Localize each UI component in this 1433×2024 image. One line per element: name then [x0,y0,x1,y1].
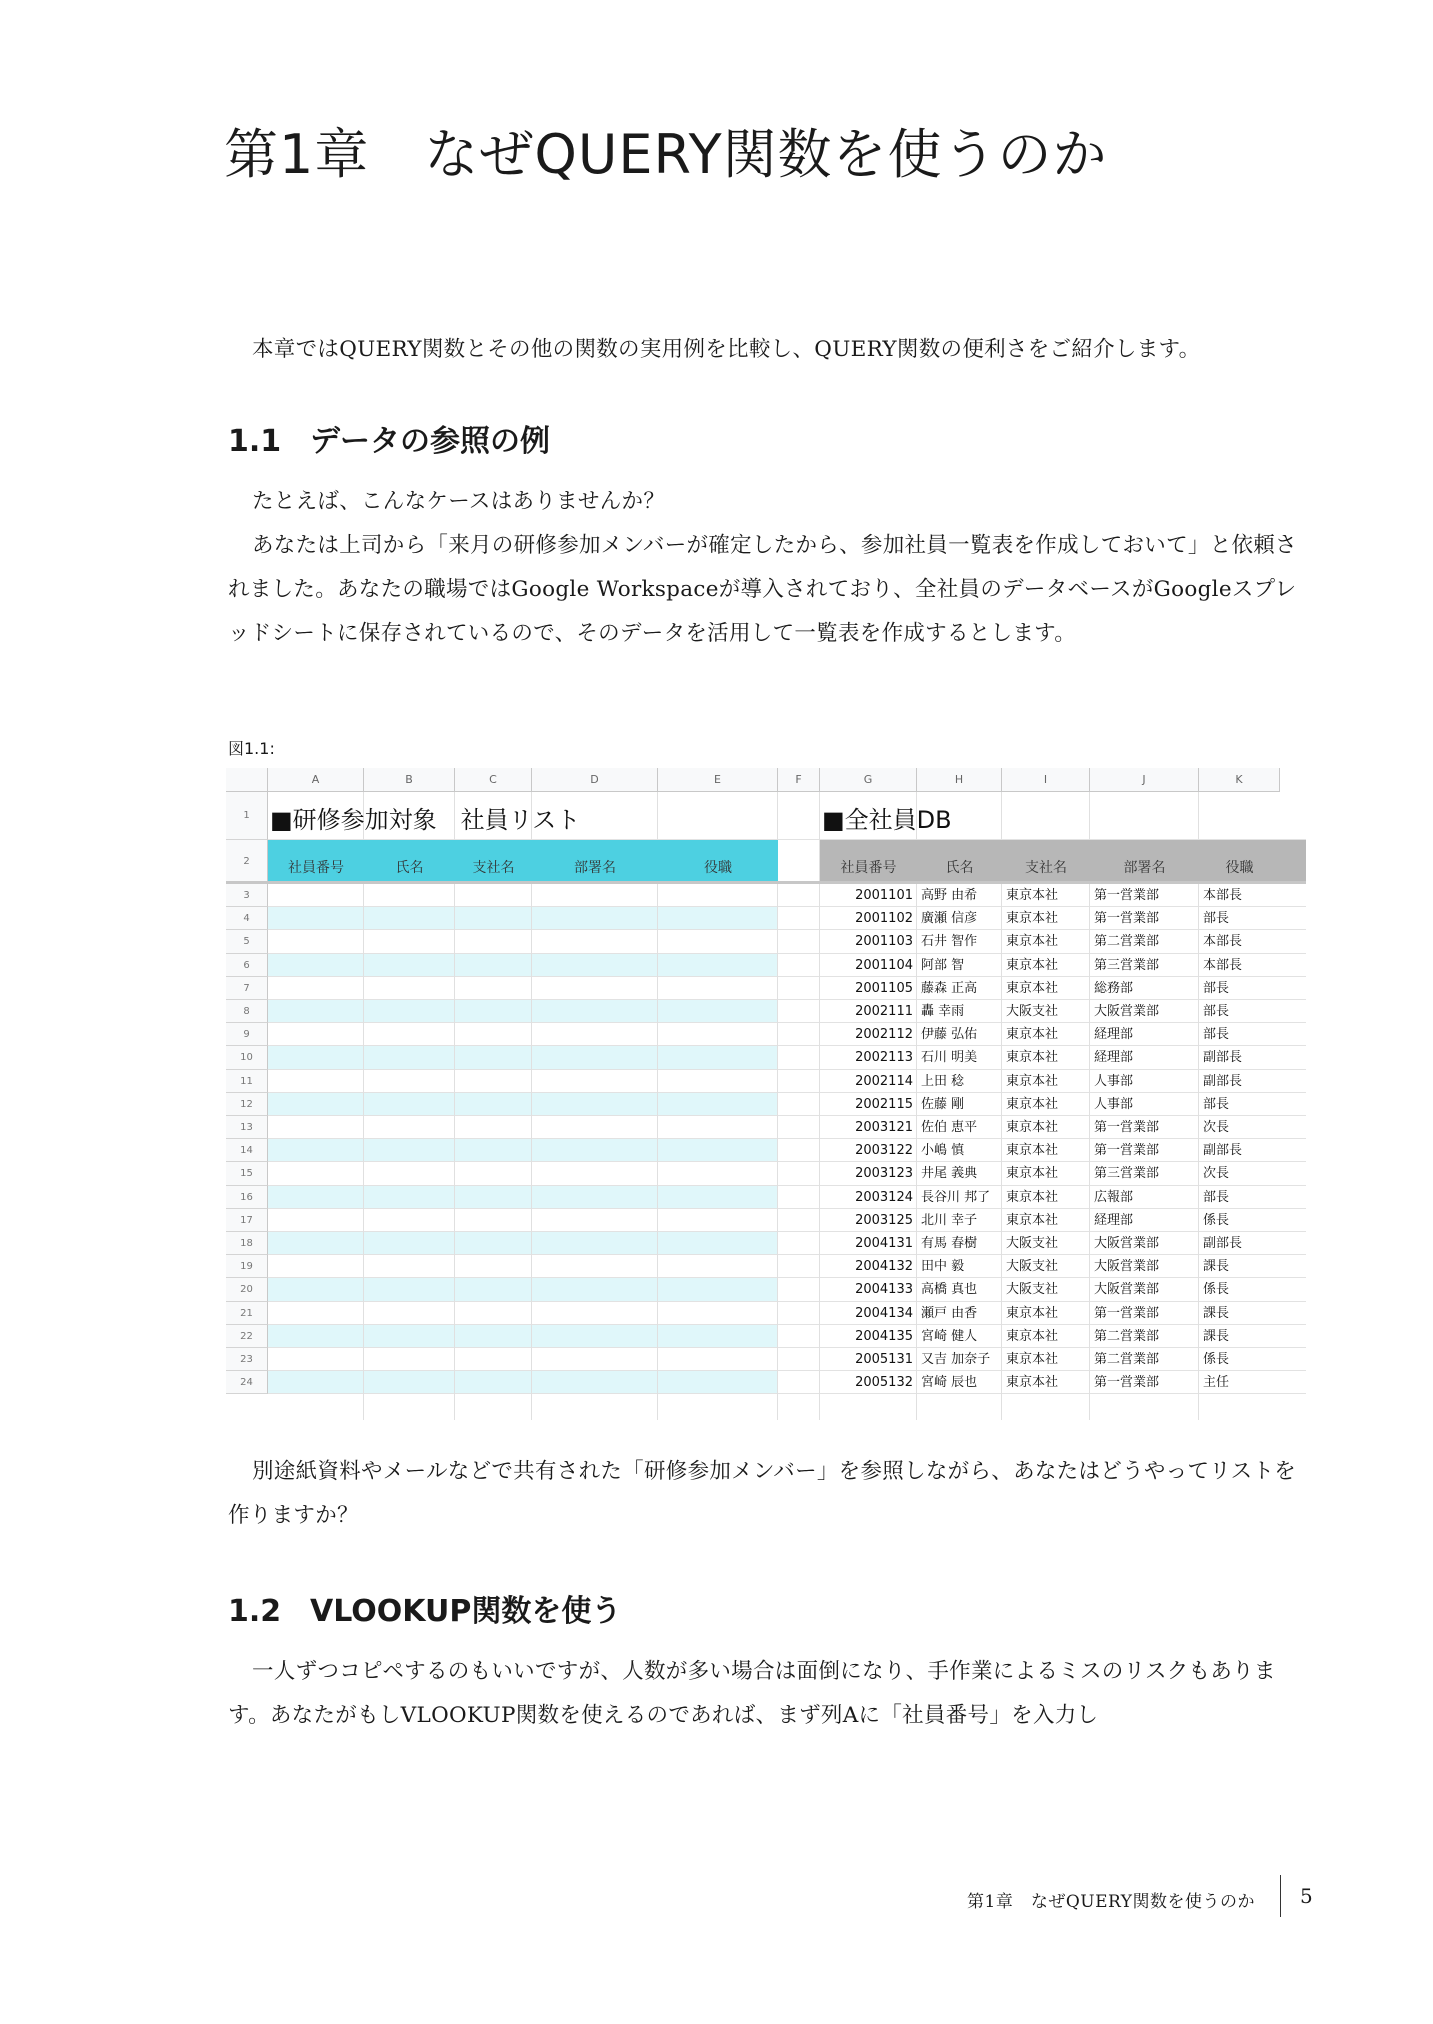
db-cell: 課長 [1203,1259,1230,1275]
left-table-row [268,1371,778,1393]
left-table-row [268,1162,778,1184]
db-cell: 東京本社 [1006,1328,1059,1344]
running-footer-title: 第1章 なぜQUERY関数を使うのか [967,1892,1255,1912]
column-header-g: G [820,768,917,792]
db-cell: 東京本社 [1006,1166,1059,1182]
db-cell: 人事部 [1094,1073,1134,1089]
db-cell: 第二営業部 [1094,1352,1160,1367]
db-cell: 主任 [1203,1375,1230,1391]
column-gridline [363,792,364,1420]
db-cell: 部長 [1203,1096,1230,1112]
db-cell: 第二営業部 [1094,1328,1160,1344]
left-table-row [268,930,778,952]
db-cell: 2004133 [855,1282,913,1298]
row-header-13: 13 [226,1116,268,1139]
right-header-4: 部署名 [1123,860,1166,876]
footer-divider [1280,1875,1281,1917]
db-cell: 2005132 [855,1375,913,1391]
db-cell: 2004131 [855,1236,913,1251]
row-header-22: 22 [226,1325,268,1348]
db-cell: 人事部 [1094,1096,1134,1112]
db-cell: 東京本社 [1006,1143,1059,1159]
db-cell: 部長 [1203,911,1230,927]
db-cell: 2004134 [855,1305,913,1321]
section-2-paragraph: 一人ずつコピペするのもいいですが、人数が多い場合は面倒になり、手作業によるミスのリスクもあります。あなたがもしVLOOKUP関数を使えるのであれば、まず列Aに「社員番号」を入力し [228,1659,1276,1728]
page-number: 5 [1300,1884,1313,1908]
db-cell: 東京本社 [1006,1189,1059,1205]
db-cell: 2003123 [855,1166,913,1182]
db-cell: 2003125 [855,1212,913,1228]
db-cell: 第三営業部 [1094,957,1160,973]
db-cell: 係長 [1203,1352,1230,1367]
db-cell: 第二営業部 [1094,934,1160,950]
column-header-f: F [778,768,820,792]
sheet-corner [226,768,268,792]
db-cell: 大阪支社 [1006,1004,1059,1019]
db-cell: 宮崎 健人 [921,1328,978,1344]
section-1-number: 1.1 [228,424,282,459]
right-header-1: 社員番号 [840,860,897,876]
spreadsheet-figure [226,768,1306,1420]
db-cell: 2001104 [855,957,913,973]
db-cell: 副部長 [1203,1050,1243,1066]
db-cell: 大阪支社 [1006,1259,1059,1275]
db-cell: 部長 [1203,980,1230,996]
figure-caption: 図1.1: [228,739,275,758]
db-cell: 北川 幸子 [921,1212,978,1228]
row-header-11: 11 [226,1070,268,1093]
db-cell: 部長 [1203,1189,1230,1205]
db-cell: 2003124 [855,1189,913,1205]
left-table-row [268,1348,778,1370]
section-1-after-figure: 別途紙資料やメールなどで共有された「研修参加メンバー」を参照しながら、あなたはどうやってリストを作りますか？ [228,1459,1297,1528]
db-cell: 部長 [1203,1004,1230,1019]
db-cell: 第一営業部 [1094,1120,1160,1135]
db-cell: 東京本社 [1006,1120,1059,1135]
db-cell: 高橋 真也 [921,1282,978,1298]
db-cell: 東京本社 [1006,980,1059,996]
left-table-row [268,884,778,906]
left-table-row [268,1093,778,1115]
db-cell: 高野 由希 [921,888,978,903]
row-header-2: 2 [226,840,268,884]
db-cell: 瀬戸 由香 [921,1305,978,1321]
db-cell: 本部長 [1203,888,1243,903]
db-cell: 上田 稔 [921,1073,965,1089]
db-cell: 第三営業部 [1094,1166,1160,1182]
column-gridline [777,792,778,1420]
db-cell: 広報部 [1094,1189,1134,1205]
section-1-title: データの参照の例 [310,424,550,459]
column-gridline [531,792,532,1420]
row-header-23: 23 [226,1348,268,1371]
db-cell: 2002111 [855,1004,913,1019]
db-cell: 2001102 [855,911,913,927]
left-table-row [268,1023,778,1045]
db-cell: 2002113 [855,1050,913,1066]
right-header-2: 氏名 [945,860,974,876]
section-1-paragraph-1: たとえば、こんなケースはありませんか？ [252,489,666,514]
column-header-a: A [268,768,364,792]
row-header-7: 7 [226,977,268,1000]
db-cell: 第一営業部 [1094,911,1160,927]
db-cell: 東京本社 [1006,1212,1059,1228]
column-header-j: J [1090,768,1199,792]
right-header-3: 支社名 [1025,860,1067,876]
db-cell: 東京本社 [1006,911,1059,927]
db-cell: 長谷川 邦了 [921,1189,991,1205]
db-cell: 又吉 加奈子 [921,1352,991,1367]
row-header-4: 4 [226,907,268,930]
db-cell: 石井 智作 [921,934,978,950]
left-header-5: 役職 [704,860,732,876]
db-cell: 課長 [1203,1328,1230,1344]
left-table-row [268,1325,778,1347]
column-header-b: B [364,768,455,792]
db-cell: 東京本社 [1006,1027,1059,1043]
db-cell: 東京本社 [1006,957,1059,973]
db-cell: 2001105 [855,980,913,996]
left-table-row [268,1209,778,1231]
db-cell: 2004135 [855,1328,913,1344]
chapter-title: 第1章 なぜQUERY関数を使うのか [224,123,1108,186]
db-cell: 伊藤 弘佑 [921,1027,978,1043]
left-table-row [268,1302,778,1324]
row-header-10: 10 [226,1046,268,1069]
db-cell: 副部長 [1203,1073,1243,1089]
db-cell: 小嶋 慎 [921,1143,965,1159]
row-header-15: 15 [226,1162,268,1185]
row-header-19: 19 [226,1255,268,1278]
db-cell: 2003122 [855,1143,913,1159]
db-cell: 宮崎 辰也 [921,1375,978,1391]
column-header-i: I [1002,768,1090,792]
left-table-row [268,1000,778,1022]
left-table-row [268,1278,778,1300]
db-cell: 本部長 [1203,957,1243,973]
left-header-3: 支社名 [472,860,515,876]
db-cell: 佐藤 剛 [921,1096,965,1112]
row-header-21: 21 [226,1302,268,1325]
db-cell: 大阪支社 [1006,1282,1059,1298]
db-cell: 第一営業部 [1094,1143,1160,1159]
db-cell: 2002114 [855,1073,913,1089]
right-table-title: ■全社員DB [822,806,952,834]
left-table-title: ■研修参加対象 社員リスト [270,806,581,834]
db-cell: 次長 [1203,1166,1230,1182]
intro-paragraph: 本章ではQUERY関数とその他の関数の実用例を比較し、QUERY関数の便利さをご紹介します。 [252,337,1201,362]
left-table-row [268,1046,778,1068]
db-cell: 大阪営業部 [1094,1259,1160,1275]
row-header-16: 16 [226,1186,268,1209]
column-gridline [454,792,455,1420]
left-table-row [268,977,778,999]
db-cell: 2001101 [855,888,913,903]
db-cell: 大阪営業部 [1094,1004,1160,1019]
row-header-14: 14 [226,1139,268,1162]
row-header-8: 8 [226,1000,268,1023]
db-cell: 経理部 [1094,1212,1134,1228]
db-cell: 2001103 [855,934,913,950]
db-cell: 東京本社 [1006,934,1059,950]
left-table-row [268,907,778,929]
row-header-12: 12 [226,1093,268,1116]
left-table-row [268,954,778,976]
db-cell: 総務部 [1094,980,1134,996]
db-cell: 東京本社 [1006,1305,1059,1321]
db-cell: 有馬 春樹 [921,1236,978,1251]
db-cell: 係長 [1203,1282,1230,1298]
db-cell: 副部長 [1203,1143,1243,1159]
row-header-9: 9 [226,1023,268,1046]
db-cell: 第一営業部 [1094,1375,1160,1391]
left-table-row [268,1116,778,1138]
right-header-5: 役職 [1225,860,1254,876]
row-header-1: 1 [226,792,268,840]
section-2-number: 1.2 [228,1594,282,1629]
left-table-row [268,1070,778,1092]
column-header-e: E [658,768,778,792]
left-header-4: 部署名 [574,860,616,876]
column-gridline [657,792,658,1420]
row-header-6: 6 [226,954,268,977]
db-cell: 2002112 [855,1027,913,1043]
db-cell: 2004132 [855,1259,913,1275]
db-cell: 東京本社 [1006,1096,1059,1112]
left-header-1: 社員番号 [288,860,344,876]
db-cell: 2005131 [855,1352,913,1367]
db-cell: 2003121 [855,1120,913,1135]
db-cell: 廣瀬 信彦 [921,911,978,927]
row-header-17: 17 [226,1209,268,1232]
db-cell: 東京本社 [1006,888,1059,903]
section-1-heading [228,416,550,460]
row-header-24: 24 [226,1371,268,1394]
row-header-5: 5 [226,930,268,953]
column-header-k: K [1199,768,1280,792]
db-cell: 大阪支社 [1006,1236,1059,1251]
db-cell: 2002115 [855,1096,913,1112]
column-header-h: H [917,768,1002,792]
db-cell: 阿部 智 [921,957,965,973]
row-header-20: 20 [226,1278,268,1301]
db-cell: 田中 毅 [921,1259,965,1275]
db-cell: 課長 [1203,1305,1230,1321]
db-cell: 井尾 義典 [921,1166,978,1182]
left-table-row [268,1139,778,1161]
db-cell: 藤森 正高 [921,980,978,996]
row-header-18: 18 [226,1232,268,1255]
db-cell: 経理部 [1094,1027,1134,1043]
db-cell: 第一営業部 [1094,1305,1160,1321]
row-header-3: 3 [226,884,268,907]
db-cell: 佐伯 恵平 [921,1120,978,1135]
db-cell: 大阪営業部 [1094,1282,1160,1298]
left-table-row [268,1186,778,1208]
column-header-d: D [532,768,658,792]
left-table-row [268,1255,778,1277]
left-table-row [268,1232,778,1254]
db-cell: 東京本社 [1006,1352,1059,1367]
left-header-2: 氏名 [395,860,424,876]
db-cell: 副部長 [1203,1236,1243,1251]
db-cell: 経理部 [1094,1050,1134,1066]
db-cell: 東京本社 [1006,1073,1059,1089]
db-cell: 係長 [1203,1212,1230,1228]
section-2-title: VLOOKUP関数を使う [310,1594,622,1629]
db-cell: 次長 [1203,1120,1230,1135]
section-2-heading [228,1586,621,1630]
db-cell: 部長 [1203,1027,1230,1043]
db-cell: 第一営業部 [1094,888,1160,903]
db-cell: 大阪営業部 [1094,1236,1160,1251]
db-cell: 東京本社 [1006,1375,1059,1391]
db-cell: 本部長 [1203,934,1243,950]
db-cell: 東京本社 [1006,1050,1059,1066]
column-header-c: C [455,768,532,792]
db-cell: 石川 明美 [921,1050,978,1066]
section-1-paragraph-2: あなたは上司から「来月の研修参加メンバーが確定したから、参加社員一覧表を作成しておいて」と依頼されました。あなたの職場ではGoogle Workspaceが導入されており、全社員のデータベースがGoogleスプレッドシートに保存されているので、そのデータを活用して一覧表を作成するとします。 [228,533,1297,646]
db-cell: 轟 幸雨 [921,1004,965,1019]
